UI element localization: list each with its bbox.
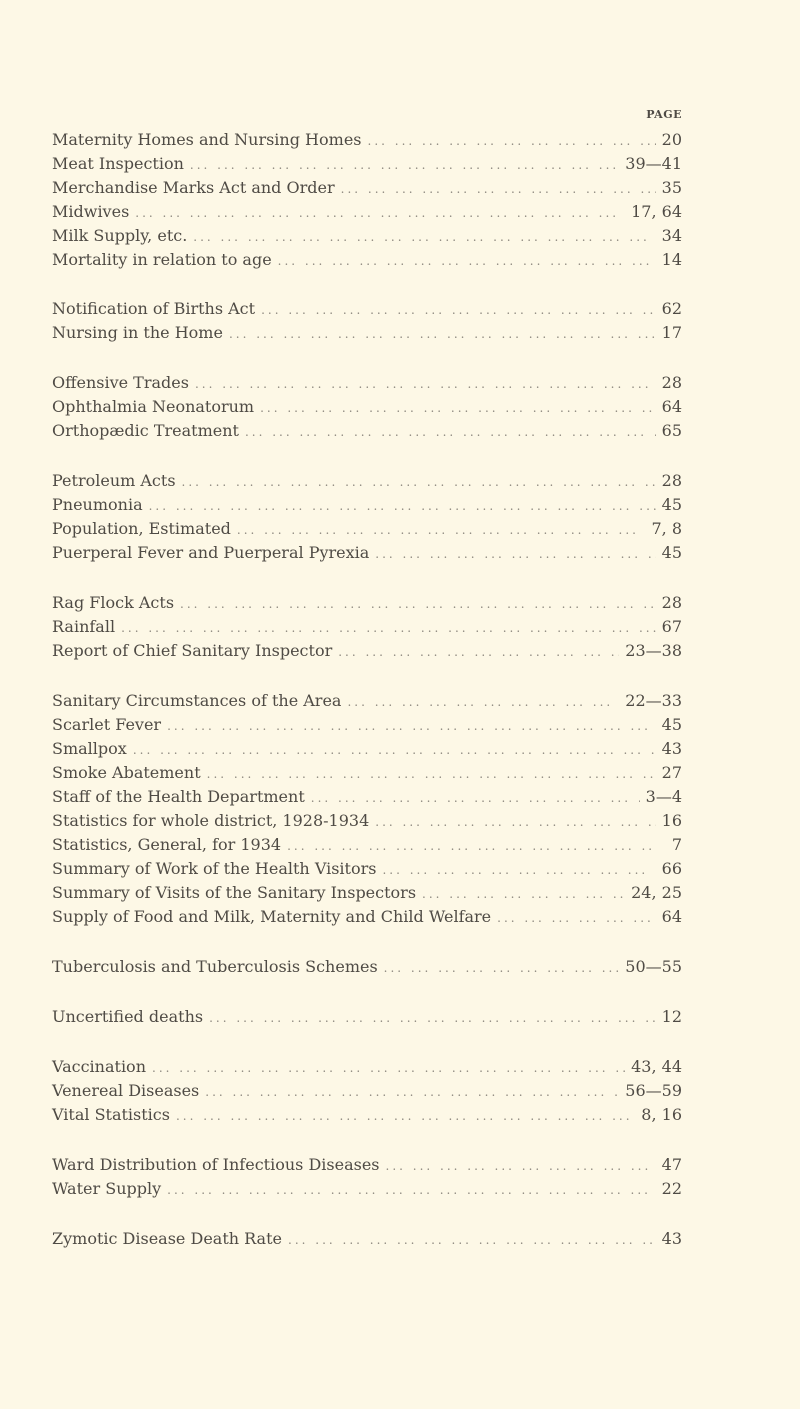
entry-page: 43	[661, 739, 682, 758]
dot-leader	[149, 494, 656, 518]
entry-label: Uncertified deaths	[52, 1007, 204, 1026]
dot-leader	[133, 738, 656, 762]
index-entry	[52, 857, 682, 881]
index-entry	[52, 639, 682, 663]
entry-page: 22—33	[625, 691, 682, 710]
index-group	[52, 591, 682, 663]
index-entry	[52, 517, 682, 541]
index-entry	[52, 493, 682, 517]
index-entry	[52, 905, 682, 929]
entry-label: Offensive Trades	[52, 373, 189, 392]
index-entry	[52, 1079, 682, 1103]
entry-page: 22	[661, 1179, 682, 1198]
index-entry	[52, 371, 682, 395]
index-entry	[52, 176, 682, 200]
entry-page: 56—59	[625, 1081, 682, 1100]
entry-label: Milk Supply, etc.	[52, 226, 188, 245]
entry-page: 28	[661, 471, 682, 490]
index-entry	[52, 1153, 682, 1177]
entry-page: 8, 16	[641, 1105, 682, 1124]
index-entry	[52, 200, 682, 224]
index-entry	[52, 713, 682, 737]
entry-page: 28	[661, 593, 682, 612]
entry-label: Ward Distribution of Infectious Diseases	[52, 1155, 380, 1174]
entry-page: 7, 8	[651, 519, 682, 538]
dot-leader	[229, 322, 656, 346]
entry-page: 24, 25	[631, 883, 682, 902]
dot-leader	[193, 225, 655, 249]
index-entry	[52, 1227, 682, 1251]
entry-page: 12	[661, 1007, 682, 1026]
index-entry	[52, 419, 682, 443]
entry-page: 35	[661, 178, 682, 197]
index-group	[52, 1153, 682, 1201]
entry-label: Venereal Diseases	[52, 1081, 200, 1100]
index-entry	[52, 785, 682, 809]
dot-leader	[167, 1178, 656, 1202]
index-entry	[52, 395, 682, 419]
index-entry	[52, 689, 682, 713]
index-entry	[52, 737, 682, 761]
entry-label: Report of Chief Sanitary Inspector	[52, 641, 333, 660]
index-entry	[52, 955, 682, 979]
entry-label: Merchandise Marks Act and Order	[52, 178, 335, 197]
entry-page: 23—38	[625, 641, 682, 660]
dot-leader	[135, 201, 625, 225]
entry-label: Ophthalmia Neonatorum	[52, 397, 255, 416]
index-entry	[52, 1005, 682, 1029]
dot-leader	[205, 1080, 619, 1104]
entry-label: Summary of Work of the Health Visitors	[52, 859, 377, 878]
index-group	[52, 371, 682, 443]
entry-page: 34	[661, 226, 682, 245]
dot-leader	[237, 518, 646, 542]
dot-leader	[375, 810, 655, 834]
dot-leader	[207, 762, 656, 786]
dot-leader	[176, 1104, 635, 1128]
entry-label: Supply of Food and Milk, Maternity and Child Welfare	[52, 907, 492, 926]
entry-page: 43	[661, 1229, 682, 1248]
entry-label: Maternity Homes and Nursing Homes	[52, 130, 362, 149]
index-group	[52, 955, 682, 979]
entry-label: Smallpox	[52, 739, 127, 758]
dot-leader	[180, 592, 656, 616]
entry-page: 43, 44	[631, 1057, 682, 1076]
index-group	[52, 128, 682, 272]
entry-page: 67	[661, 617, 682, 636]
index-group	[52, 689, 682, 929]
dot-leader	[311, 786, 640, 810]
index-entry	[52, 1055, 682, 1079]
entry-page: 50—55	[625, 957, 682, 976]
page-column-header: PAGE	[646, 108, 682, 121]
dot-leader	[422, 882, 625, 906]
entry-label: Staff of the Health Department	[52, 787, 305, 806]
entry-label: Mortality in relation to age	[52, 250, 272, 269]
index-entry	[52, 224, 682, 248]
dot-leader	[278, 249, 656, 273]
entry-page: 47	[661, 1155, 682, 1174]
dot-leader	[287, 834, 656, 858]
dot-leader	[382, 858, 655, 882]
index-entry	[52, 1103, 682, 1127]
index-entry	[52, 152, 682, 176]
index-entry	[52, 128, 682, 152]
index-group	[52, 469, 682, 565]
entry-label: Nursing in the Home	[52, 323, 223, 342]
dot-leader	[245, 420, 656, 444]
index-entry	[52, 248, 682, 272]
entry-page: 27	[661, 763, 682, 782]
dot-leader	[261, 298, 656, 322]
index-entry	[52, 469, 682, 493]
dot-leader	[167, 714, 656, 738]
entry-label: Scarlet Fever	[52, 715, 162, 734]
dot-leader	[152, 1056, 625, 1080]
entry-label: Statistics, General, for 1934	[52, 835, 282, 854]
entry-page: 20	[661, 130, 682, 149]
entry-label: Statistics for whole district, 1928-1934	[52, 811, 370, 830]
dot-leader	[347, 690, 619, 714]
index-entry	[52, 881, 682, 905]
entry-label: Rag Flock Acts	[52, 593, 175, 612]
entry-page: 16	[661, 811, 682, 830]
entry-page: 65	[661, 421, 682, 440]
index-group	[52, 297, 682, 345]
index-entry	[52, 615, 682, 639]
dot-leader	[368, 129, 656, 153]
entry-label: Notification of Births Act	[52, 299, 256, 318]
index-entry	[52, 761, 682, 785]
entry-label: Rainfall	[52, 617, 116, 636]
entry-page: 28	[661, 373, 682, 392]
entry-page: 64	[661, 397, 682, 416]
index-group	[52, 1005, 682, 1029]
dot-leader	[182, 470, 656, 494]
entry-page: 45	[661, 495, 682, 514]
index-group	[52, 1055, 682, 1127]
index-group	[52, 1227, 682, 1251]
entry-label: Orthopædic Treatment	[52, 421, 239, 440]
entry-page: 45	[661, 543, 682, 562]
dot-leader	[209, 1006, 656, 1030]
dot-leader	[384, 956, 620, 980]
dot-leader	[288, 1228, 656, 1252]
entry-label: Midwives	[52, 202, 130, 221]
dot-leader	[190, 153, 619, 177]
index-entry	[52, 321, 682, 345]
entry-page: 64	[661, 907, 682, 926]
entry-page: 17, 64	[631, 202, 682, 221]
dot-leader	[386, 1154, 656, 1178]
entry-page: 66	[661, 859, 682, 878]
index-entry	[52, 591, 682, 615]
entry-page: 14	[661, 250, 682, 269]
entry-label: Sanitary Circumstances of the Area	[52, 691, 342, 710]
dot-leader	[338, 640, 619, 664]
entry-page: 3—4	[645, 787, 682, 806]
entry-label: Summary of Visits of the Sanitary Inspectors	[52, 883, 417, 902]
dot-leader	[497, 906, 656, 930]
index-entry	[52, 1177, 682, 1201]
entry-label: Vital Statistics	[52, 1105, 170, 1124]
entry-label: Pneumonia	[52, 495, 143, 514]
entry-label: Meat Inspection	[52, 154, 184, 173]
entry-label: Vaccination	[52, 1057, 146, 1076]
dot-leader	[375, 542, 655, 566]
entry-page: 7	[671, 835, 682, 854]
dot-leader	[341, 177, 656, 201]
index-entry	[52, 809, 682, 833]
index-entry	[52, 297, 682, 321]
entry-label: Water Supply	[52, 1179, 162, 1198]
dot-leader	[195, 372, 656, 396]
entry-page: 62	[661, 299, 682, 318]
index-entry	[52, 833, 682, 857]
entry-page: 45	[661, 715, 682, 734]
entry-page: 39—41	[625, 154, 682, 173]
entry-label: Tuberculosis and Tuberculosis Schemes	[52, 957, 378, 976]
entry-label: Zymotic Disease Death Rate	[52, 1229, 282, 1248]
dot-leader	[260, 396, 656, 420]
entry-label: Smoke Abatement	[52, 763, 201, 782]
entry-page: 17	[661, 323, 682, 342]
dot-leader	[121, 616, 656, 640]
index-entry	[52, 541, 682, 565]
entry-label: Puerperal Fever and Puerperal Pyrexia	[52, 543, 370, 562]
entry-label: Population, Estimated	[52, 519, 231, 538]
entry-label: Petroleum Acts	[52, 471, 176, 490]
